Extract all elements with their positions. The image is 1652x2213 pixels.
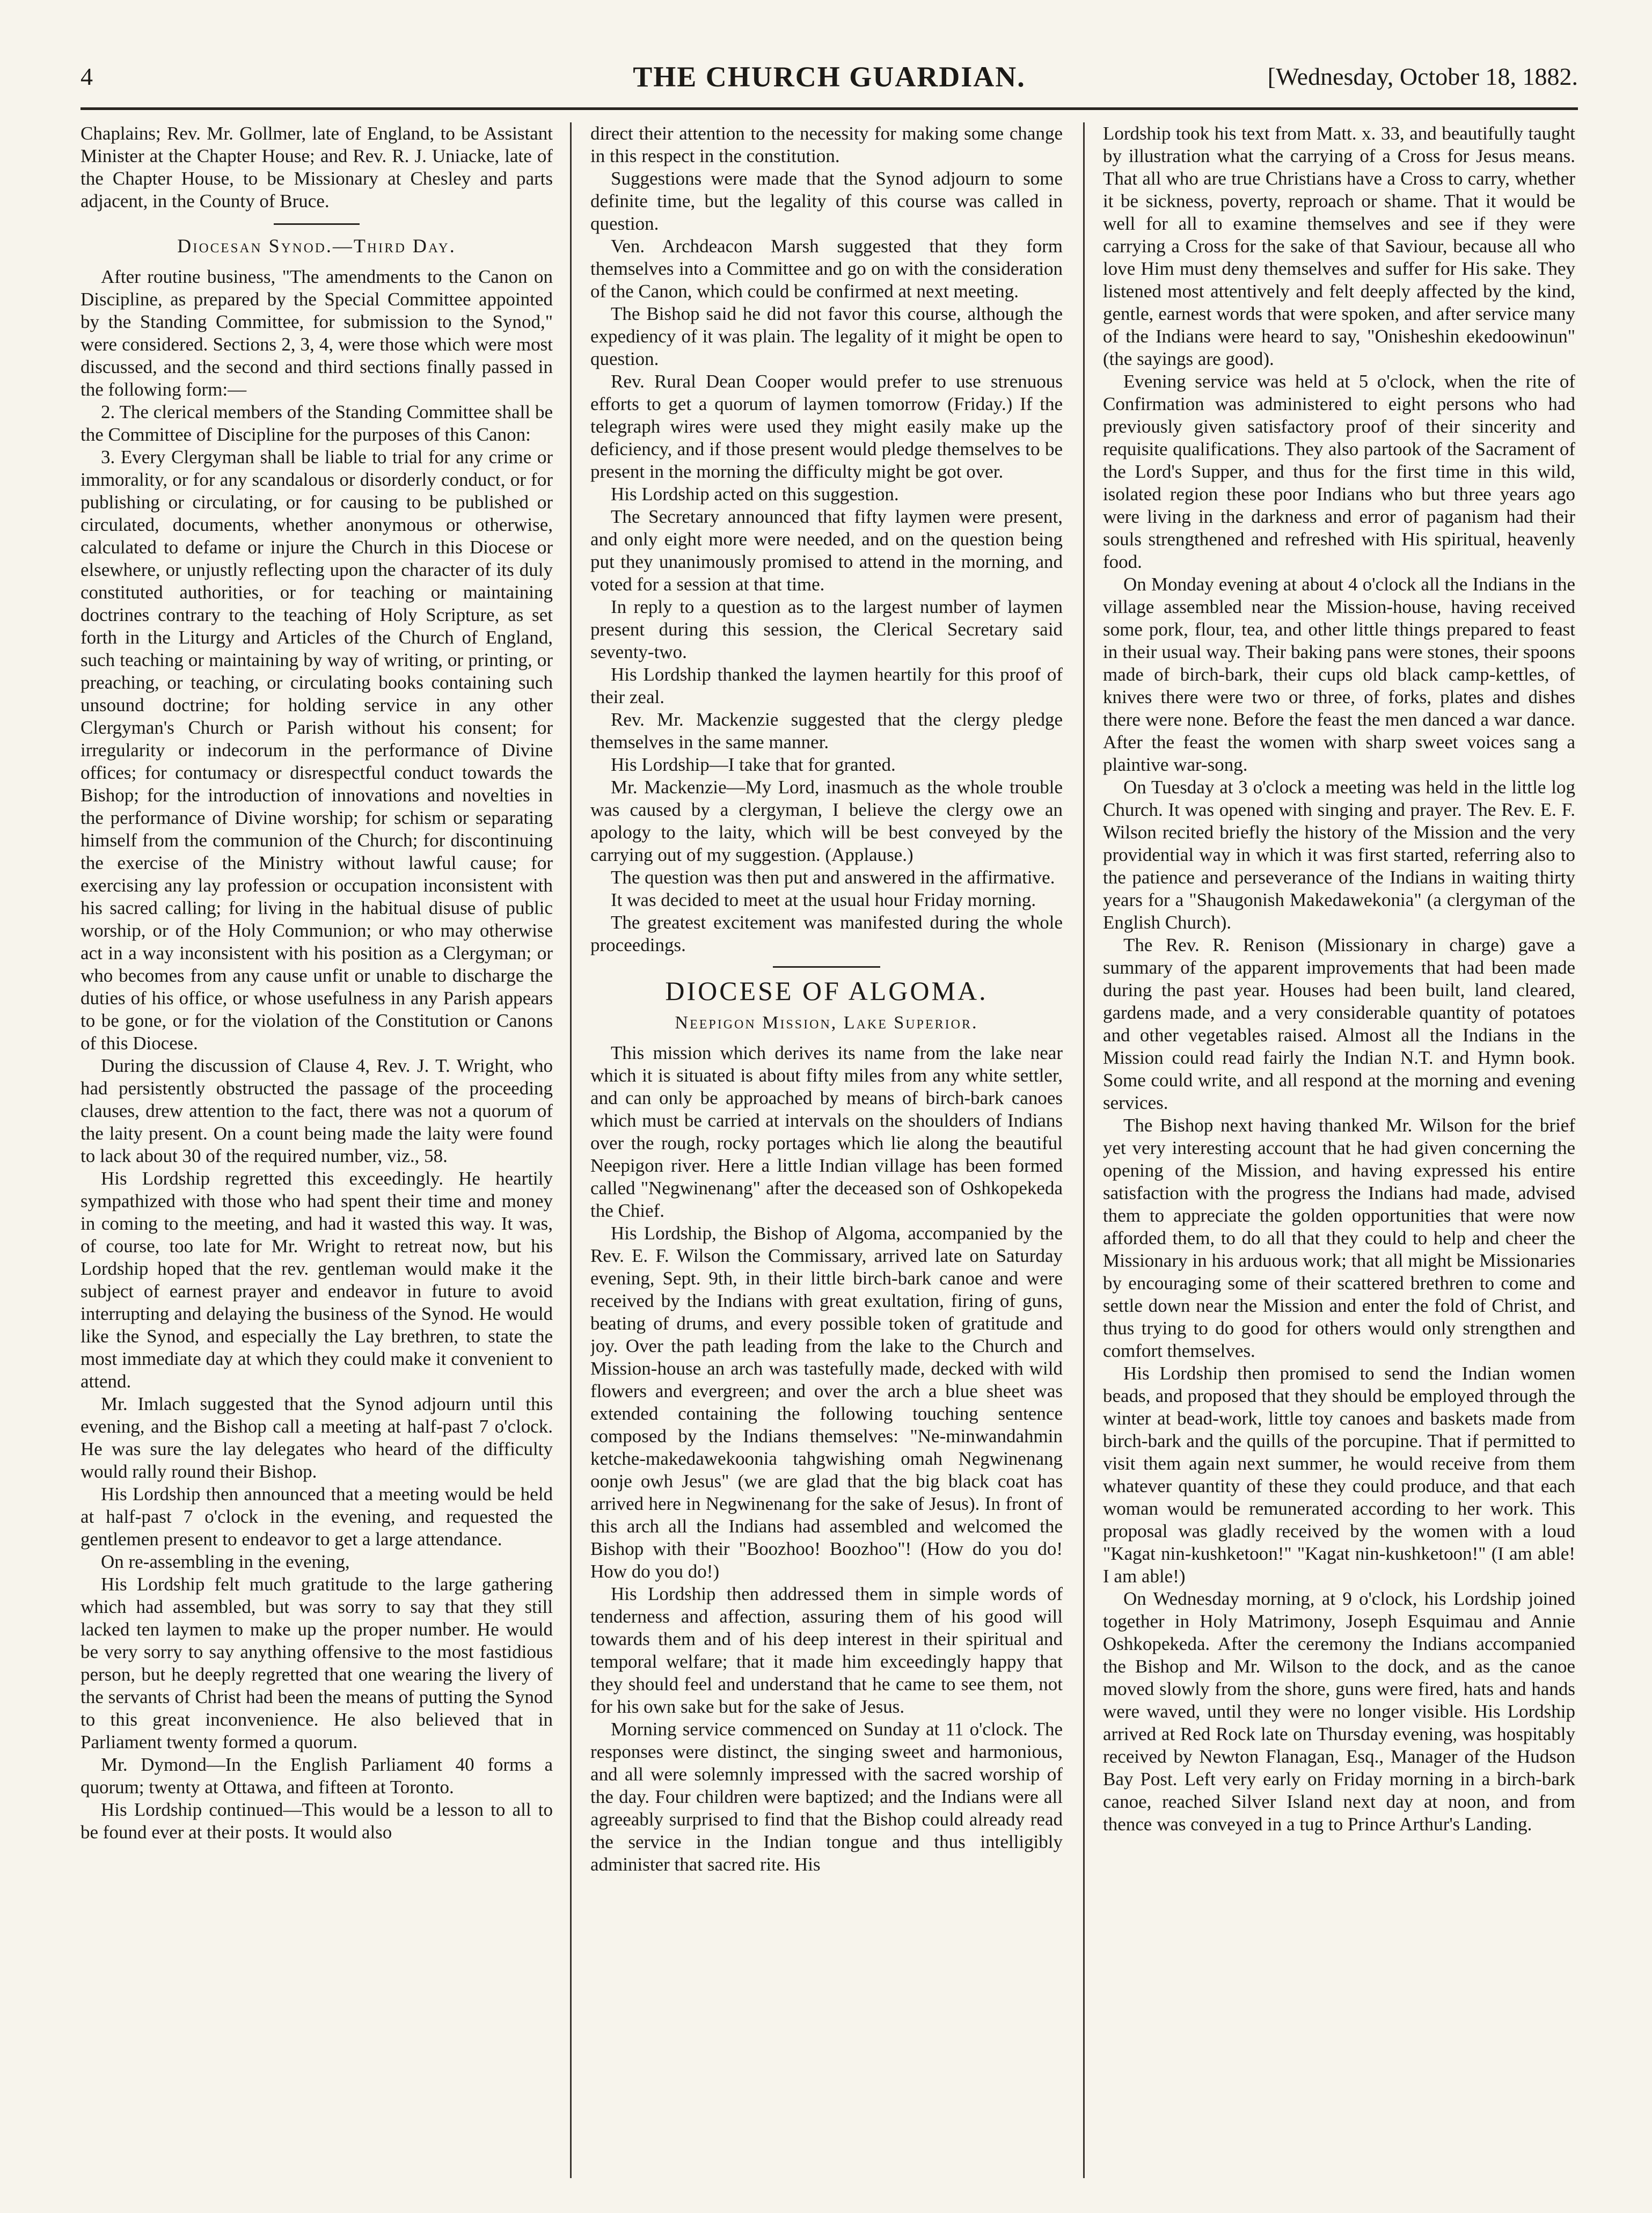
column-divider — [570, 122, 572, 2178]
paragraph: On re-assembling in the evening, — [101, 1551, 350, 1572]
paragraph: The question was then put and answered in the affirmative. — [611, 867, 1055, 888]
column-2 — [590, 122, 1063, 2178]
paragraph: The Rev. R. Renison (Missionary in charge) gave a summary of the apparent improvements that had been made during the past year. Houses had been built, land cleared, gardens made, and a very considerable quantity of potatoes and other vegetables raised. Almost all the Indians in the Mission could read fairly the Indian N.T. and Hymn book. Some could write, and all respond at the morning and evening services. — [1103, 934, 1575, 1113]
paragraph: After routine business, "The amendments to the Canon on Discipline, as prepared by the Special Committee appointed by the Standing Committee, for submission to the Synod," were considered. Sections 2, 3, 4, were those which were most discussed, and the second and third sections finally passed in the following form:— — [81, 266, 553, 400]
paragraph: The greatest excitement was manifested during the whole proceedings. — [590, 912, 1063, 955]
column-3 — [1103, 122, 1575, 2178]
paragraph: The Bishop next having thanked Mr. Wilson for the brief yet very interesting account that he had given concerning the opening of the Mission, and having expressed his entire satisfaction with the progress the Indians had made, advised them to appreciate the golden opportunities that were now afforded them, to do all that they could to help and cheer the Missionary in his arduous work; that all might be Missionaries by encouraging some of their scattered brethren to come and settle down near the Mission and enter the fold of Christ, and thus trying to do good for others would only strengthen and comfort themselves. — [1103, 1115, 1575, 1361]
paragraph: Evening service was held at 5 o'clock, when the rite of Confirmation was administered to eight persons who had previously given satisfactory proof of their sincerity and requisite qualifications. They also partook of the Sacrament of the Lord's Supper, and thus for the first time in this wild, isolated region these poor Indians who but three years ago were living in the darkness and error of paganism had their souls strengthened and refreshed with His spiritual, heavenly food. — [1103, 371, 1575, 572]
column-1 — [81, 122, 553, 2178]
newspaper-title: THE CHURCH GUARDIAN. — [633, 61, 1026, 93]
section-rule — [773, 966, 880, 968]
paragraph: His Lordship felt much gratitude to the large gathering which had assembled, but was sorry to say that they still lacked ten laymen to make up the proper number. He would be very sorry to say anything offensive to the most fastidious person, but he deeply regretted that one wearing the livery of the servants of Christ had been the means of putting the Synod to this great inconvenience. He also believed that in Parliament twenty formed a quorum. — [81, 1574, 553, 1752]
paragraph: His Lordship acted on this suggestion. — [611, 484, 899, 505]
paragraph: During the discussion of Clause 4, Rev. J. T. Wright, who had persistently obstructed the passage of the proceeding clauses, drew attention to the fact, there was not a quorum of the laity present. On a count being made the laity were found to lack about 30 of the required number, viz., 58. — [81, 1055, 553, 1166]
paragraph: On Wednesday morning, at 9 o'clock, his Lordship joined together in Holy Matrimony, Joseph Esquimau and Annie Oshkopekeda. After the ceremony the Indians accompanied the Bishop and Mr. Wilson to the dock, and as the canoe moved slowly from the shore, guns were fired, hats and hands were waved, until they were no longer visible. His Lordship arrived at Red Rock late on Thursday evening, was hospitably received by Newton Flanagan, Esq., Manager of the Hudson Bay Post. Left very early on Friday morning in a birch-bark canoe, reached Silver Island next day at noon, and from thence was conveyed in a tug to Prince Arthur's Landing. — [1103, 1588, 1575, 1835]
paragraph: Morning service commenced on Sunday at 11 o'clock. The responses were distinct, the singing sweet and harmonious, and all were solemnly impressed with the sacred worship of the day. Four children were baptized; and the Indians were all agreeably surprised to find that the Bishop could already read the service in the Indian tongue and thus intelligibly administer that sacred rite. His — [590, 1719, 1063, 1875]
section-rule — [274, 223, 360, 225]
paragraph: Chaplains; Rev. Mr. Gollmer, late of England, to be Assistant Minister at the Chapter House; and Rev. R. J. Uniacke, late of the Chapter House, to be Missionary at Chesley and parts adjacent, in the County of Bruce. — [81, 123, 553, 211]
paragraph: His Lordship, the Bishop of Algoma, accompanied by the Rev. E. F. Wilson the Commissary, arrived late on Saturday evening, Sept. 9th, in their little birch-bark canoe and were received by the Indians with great exultation, firing of guns, beating of drums, and every possible token of gratitude and joy. Over the path leading from the lake to the Church and Mission-house an arch was tastefully made, decked with wild flowers and evergreen; and over the arch a blue sheet was extended containing the following touching sentence composed by the Indians themselves: "Ne-minwandahmin ketche-makedawekoonia tahgwishing omah Negwinenang oonje owh Jesus" (we are glad that the big black coat has arrived here in Negwinenang for the sake of Jesus). In front of this arch all the Indians had assembled and welcomed the Bishop with their "Boozhoo! Boozhoo"! (How do you do! How do you do!) — [590, 1223, 1063, 1582]
column-divider — [1083, 122, 1085, 2178]
paragraph: 2. The clerical members of the Standing Committee shall be the Committee of Discipline for the purposes of this Canon: — [81, 401, 553, 445]
paragraph: His Lordship then announced that a meeting would be held at half-past 7 o'clock in the evening, and requested the gentlemen present to endeavor to get a large attendance. — [81, 1484, 553, 1550]
paragraph: It was decided to meet at the usual hour Friday morning. — [611, 889, 1036, 910]
paragraph: The Bishop said he did not favor this course, although the expediency of it was plain. The legality of it might be open to question. — [590, 303, 1063, 369]
mission-subheading: Neepigon Mission, Lake Superior. — [675, 1013, 978, 1033]
paragraph: 3. Every Clergyman shall be liable to trial for any crime or immorality, or for any scandalous or disorderly conduct, or for publishing or circulating, or for causing to be published or circulated, documents, whether anonymous or otherwise, calculated to defame or injure the Church in this Diocese or elsewhere, or unjustly reflecting upon the character of its duly constituted authorities, or for teaching or maintaining doctrines contrary to the teaching of Holy Scripture, as set forth in the Liturgy and Articles of the Church of England, such teaching or maintaining by way of writing, or printing, or preaching, or teaching, or circulating books containing such unsound doctrine; for holding service in any other Clergyman's Church or Parish without his consent; for irregularity or indecorum in the performance of Divine offices; for contumacy or disrespectful conduct towards the Bishop; for the introduction of innovations and novelties in the performance of Divine worship; for schism or separating himself from the communion of the Church; for discontinuing the exercise of the Ministry without lawful cause; for exercising any lay profession or occupation inconsistent with his sacred calling; for living in the habitual disuse of public worship, or of the Holy Communion; or who may otherwise act in a way inconsistent with his position as a Clergyman; or who becomes from any cause unfit or unable to discharge the duties of his office, or whose usefulness in any Parish appears to be gone, or for the violation of the Constitution or Canons of this Diocese. — [81, 447, 553, 1054]
diocese-heading: DIOCESE OF ALGOMA. — [665, 976, 988, 1006]
paragraph: Mr. Imlach suggested that the Synod adjourn until this evening, and the Bishop call a meeting at half-past 7 o'clock. He was sure the lay delegates who heard of the difficulty would rally round their Bishop. — [81, 1393, 553, 1482]
paragraph: In reply to a question as to the largest number of laymen present during this session, the Clerical Secretary said seventy-two. — [590, 596, 1063, 662]
paragraph: direct their attention to the necessity for making some change in this respect in the constitution. — [590, 123, 1063, 166]
page-number: 4 — [81, 63, 93, 90]
issue-date: [Wednesday, October 18, 1882. — [1267, 63, 1578, 90]
paragraph: His Lordship continued—This would be a lesson to all to be found ever at their posts. It would also — [81, 1799, 553, 1843]
paragraph: Rev. Rural Dean Cooper would prefer to use strenuous efforts to get a quorum of laymen tomorrow (Friday.) If the telegraph wires were used they might easily make up the deficiency, and if those present would pledge themselves to be present in the morning the difficulty might be got over. — [590, 371, 1063, 482]
paragraph: Suggestions were made that the Synod adjourn to some definite time, but the legality of this course was called in question. — [590, 168, 1063, 234]
paragraph: Mr. Mackenzie—My Lord, inasmuch as the whole trouble was caused by a clergyman, I believe the clergy owe an apology to the laity, which will be best conveyed by the carrying out of my suggestion. (Applause.) — [590, 777, 1063, 865]
paragraph: Rev. Mr. Mackenzie suggested that the clergy pledge themselves in the same manner. — [590, 709, 1063, 753]
paragraph: His Lordship—I take that for granted. — [611, 754, 896, 775]
paragraph: His Lordship thanked the laymen heartily for this proof of their zeal. — [590, 664, 1063, 707]
paragraph: His Lordship regretted this exceedingly. He heartily sympathized with those who had spent their time and money in coming to the meeting, and had it wasted this way. It was, of course, too late for Mr. Wright to retreat now, but his Lordship hoped that the rev. gentleman would make it the subject of earnest prayer and endeavor in future to avoid interrupting and delaying the business of the Synod. He would like the Synod, and especially the Lay brethren, to state the most immediate day at which they could make it convenient to attend. — [81, 1168, 553, 1392]
paragraph: This mission which derives its name from the lake near which it is situated is about fifty miles from any white settler, and can only be approached by means of birch-bark canoes which must be carried at intervals on the shoulders of Indians over the rough, rocky portages which lie along the beautiful Neepigon river. Here a little Indian village has been formed called "Negwinenang" after the deceased son of Oshkopekeda the Chief. — [590, 1042, 1063, 1221]
masthead — [81, 60, 1578, 103]
paragraph: Mr. Dymond—In the English Parliament 40 forms a quorum; twenty at Ottawa, and fifteen at Toronto. — [81, 1754, 553, 1798]
paragraph: His Lordship then addressed them in simple words of tenderness and affection, assuring them of his good will towards them and of his deep interest in their spiritual and temporal welfare; that it made him exceedingly happy that they should feel and understand that he came to see them, not for his own sake but for the sake of Jesus. — [590, 1583, 1063, 1717]
paragraph: Ven. Archdeacon Marsh suggested that they form themselves into a Committee and go on with the consideration of the Canon, which could be confirmed at next meeting. — [590, 236, 1063, 302]
masthead-rule — [81, 107, 1578, 110]
paragraph: On Monday evening at about 4 o'clock all the Indians in the village assembled near the Mission-house, having received some pork, flour, tea, and other little things prepared to feast in their usual way. Their baking pans were stones, their spoons made of birch-bark, their cups old black camp-kettles, of knives there were two or three, of forks, plates and dishes there were none. Before the feast the men danced a war dance. After the feast the women with sharp sweet voices sang a plaintive war-song. — [1103, 574, 1575, 775]
paragraph: The Secretary announced that fifty laymen were present, and only eight more were needed, and on the question being put they unanimously promised to attend in the morning, and voted for a session at that time. — [590, 506, 1063, 595]
section-heading: Diocesan Synod.—Third Day. — [177, 235, 456, 257]
paragraph: On Tuesday at 3 o'clock a meeting was held in the little log Church. It was opened with singing and prayer. The Rev. E. F. Wilson recited briefly the history of the Mission and the very providential way in which it was first started, referring also to the patience and perseverance of the Indians in waiting thirty years for a "Shaugonish Makedawekonia" (a clergyman of the English Church). — [1103, 777, 1575, 933]
paragraph: Lordship took his text from Matt. x. 33, and beautifully taught by illustration what the carrying of a Cross for Jesus means. That all who are true Christians have a Cross to carry, whether it be sickness, poverty, reproach or shame. That it would be well for all to examine themselves and see if they were carrying a Cross for the sake of that Saviour, because all who love Him must deny themselves and suffer for His sake. They listened most attentively and felt deeply affected by the kind, gentle, earnest words that were spoken, and after service many of the Indians were heard to say, "Onisheshin ekedoowinun" (the sayings are good). — [1103, 123, 1575, 369]
paragraph: His Lordship then promised to send the Indian women beads, and proposed that they should be employed through the winter at bead-work, little toy canoes and baskets made from birch-bark and the quills of the porcupine. That if permitted to visit them again next summer, he would receive from them whatever quantity of these they could produce, and that each woman would be remunerated according to her work. This proposal was gladly received by the women with a loud "Kagat nin-kushketoon!" "Kagat nin-kushketoon!" (I am able! I am able!) — [1103, 1363, 1575, 1587]
